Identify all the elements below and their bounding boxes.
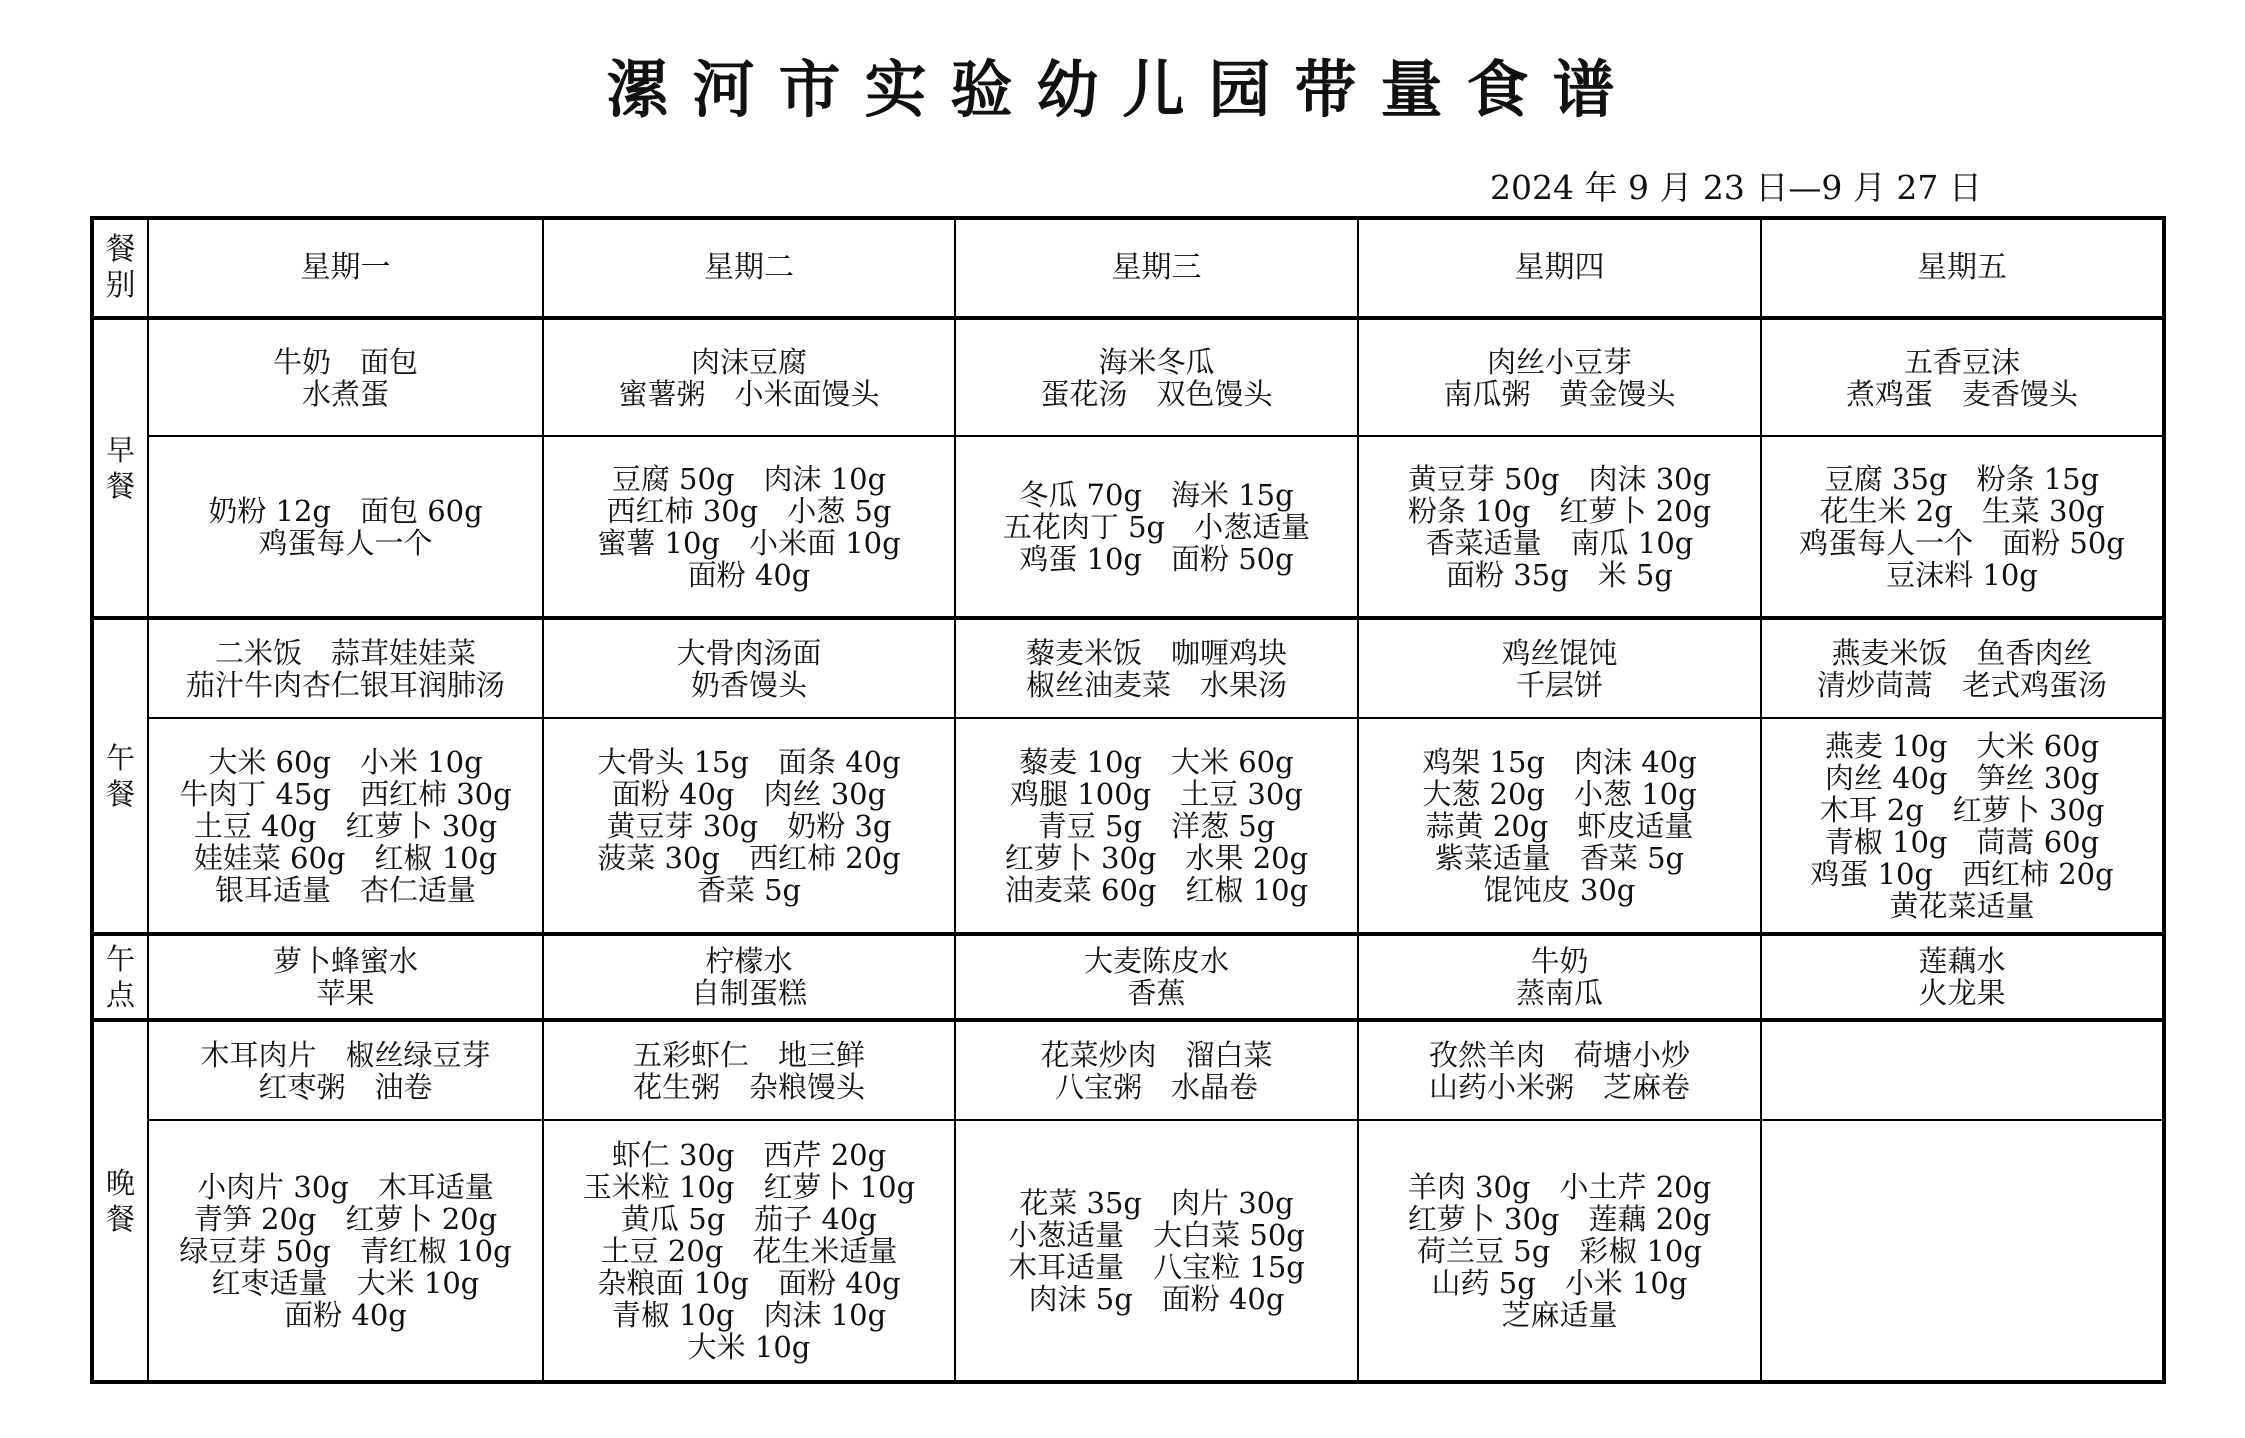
breakfast-dish-cell: 牛奶 面包 水煮蛋 (148, 318, 543, 436)
breakfast-ingredients-cell: 冬瓜 70g 海米 15g 五花肉丁 5g 小葱适量 鸡蛋 10g 面粉 50g (955, 436, 1358, 618)
snack-cell: 柠檬水 自制蛋糕 (543, 934, 955, 1020)
breakfast-ingredients-cell: 黄豆芽 50g 肉沫 30g 粉条 10g 红萝卜 20g 香菜适量 南瓜 10g 面粉 35g 米 5g (1358, 436, 1761, 618)
header-row (92, 218, 2164, 318)
dinner-dishes-row (92, 1020, 2164, 1120)
snack-cell: 莲藕水 火龙果 (1761, 934, 2164, 1020)
breakfast-ingredients-cell: 奶粉 12g 面包 60g 鸡蛋每人一个 (148, 436, 543, 618)
day-header-wednesday: 星期三 (955, 218, 1358, 318)
meal-label-breakfast: 早餐 (92, 318, 148, 618)
lunch-dish-cell: 二米饭 蒜茸娃娃菜 茄汁牛肉杏仁银耳润肺汤 (148, 618, 543, 718)
lunch-dish-cell: 藜麦米饭 咖喱鸡块 椒丝油麦菜 水果汤 (955, 618, 1358, 718)
dinner-ingredients-cell: 羊肉 30g 小土芹 20g 红萝卜 30g 莲藕 20g 荷兰豆 5g 彩椒 10g 山药 5g 小米 10g 芝麻适量 (1358, 1120, 1761, 1382)
lunch-dish-cell: 鸡丝馄饨 千层饼 (1358, 618, 1761, 718)
meal-label-dinner: 晚餐 (92, 1020, 148, 1382)
breakfast-ingredients-row (92, 436, 2164, 618)
lunch-dish-cell: 燕麦米饭 鱼香肉丝 清炒茼蒿 老式鸡蛋汤 (1761, 618, 2164, 718)
meal-type-header: 餐别 (92, 218, 148, 318)
lunch-ingredients-cell: 大骨头 15g 面条 40g 面粉 40g 肉丝 30g 黄豆芽 30g 奶粉 3g 菠菜 30g 西红柿 20g 香菜 5g (543, 718, 955, 934)
dinner-dish-cell: 花菜炒肉 溜白菜 八宝粥 水晶卷 (955, 1020, 1358, 1120)
snack-cell: 大麦陈皮水 香蕉 (955, 934, 1358, 1020)
breakfast-ingredients-cell: 豆腐 35g 粉条 15g 花生米 2g 生菜 30g 鸡蛋每人一个 面粉 50g 豆沫料 10g (1761, 436, 2164, 618)
dinner-dish-cell: 孜然羊肉 荷塘小炒 山药小米粥 芝麻卷 (1358, 1020, 1761, 1120)
lunch-ingredients-cell: 大米 60g 小米 10g 牛肉丁 45g 西红柿 30g 土豆 40g 红萝卜 30g 娃娃菜 60g 红椒 10g 银耳适量 杏仁适量 (148, 718, 543, 934)
day-header-monday: 星期一 (148, 218, 543, 318)
dinner-ingredients-cell: 小肉片 30g 木耳适量 青笋 20g 红萝卜 20g 绿豆芽 50g 青红椒 10g 红枣适量 大米 10g 面粉 40g (148, 1120, 543, 1382)
lunch-ingredients-row (92, 718, 2164, 934)
snack-cell: 牛奶 蒸南瓜 (1358, 934, 1761, 1020)
dinner-ingredients-row (92, 1120, 2164, 1382)
dinner-dish-cell: 五彩虾仁 地三鲜 花生粥 杂粮馒头 (543, 1020, 955, 1120)
snack-cell: 萝卜蜂蜜水 苹果 (148, 934, 543, 1020)
breakfast-dishes-row (92, 318, 2164, 436)
breakfast-dish-cell: 五香豆沫 煮鸡蛋 麦香馒头 (1761, 318, 2164, 436)
day-header-friday: 星期五 (1761, 218, 2164, 318)
lunch-ingredients-cell: 藜麦 10g 大米 60g 鸡腿 100g 土豆 30g 青豆 5g 洋葱 5g 红萝卜 30g 水果 20g 油麦菜 60g 红椒 10g (955, 718, 1358, 934)
dinner-ingredients-cell: 虾仁 30g 西芹 20g 玉米粒 10g 红萝卜 10g 黄瓜 5g 茄子 40g 土豆 20g 花生米适量 杂粮面 10g 面粉 40g 青椒 10g 肉沫 10g 大米 10g (543, 1120, 955, 1382)
date-range: 2024 年 9 月 23 日—9 月 27 日 (1490, 168, 1982, 207)
menu-table (90, 216, 2166, 1384)
meal-label-lunch: 午餐 (92, 618, 148, 934)
breakfast-dish-cell: 肉丝小豆芽 南瓜粥 黄金馒头 (1358, 318, 1761, 436)
meal-label-snack: 午点 (92, 934, 148, 1020)
dinner-dish-cell (1761, 1020, 2164, 1120)
breakfast-dish-cell: 海米冬瓜 蛋花汤 双色馒头 (955, 318, 1358, 436)
lunch-ingredients-cell: 燕麦 10g 大米 60g 肉丝 40g 笋丝 30g 木耳 2g 红萝卜 30g 青椒 10g 茼蒿 60g 鸡蛋 10g 西红柿 20g 黄花菜适量 (1761, 718, 2164, 934)
lunch-dishes-row (92, 618, 2164, 718)
dinner-ingredients-cell: 花菜 35g 肉片 30g 小葱适量 大白菜 50g 木耳适量 八宝粒 15g 肉沫 5g 面粉 40g (955, 1120, 1358, 1382)
dinner-ingredients-cell (1761, 1120, 2164, 1382)
lunch-ingredients-cell: 鸡架 15g 肉沫 40g 大葱 20g 小葱 10g 蒜黄 20g 虾皮适量 紫菜适量 香菜 5g 馄饨皮 30g (1358, 718, 1761, 934)
day-header-tuesday: 星期二 (543, 218, 955, 318)
lunch-dish-cell: 大骨肉汤面 奶香馒头 (543, 618, 955, 718)
dinner-dish-cell: 木耳肉片 椒丝绿豆芽 红枣粥 油卷 (148, 1020, 543, 1120)
snack-row (92, 934, 2164, 1020)
breakfast-ingredients-cell: 豆腐 50g 肉沫 10g 西红柿 30g 小葱 5g 蜜薯 10g 小米面 10g 面粉 40g (543, 436, 955, 618)
breakfast-dish-cell: 肉沫豆腐 蜜薯粥 小米面馒头 (543, 318, 955, 436)
page-title: 漯河市实验幼儿园带量食谱 (606, 53, 1639, 126)
day-header-thursday: 星期四 (1358, 218, 1761, 318)
